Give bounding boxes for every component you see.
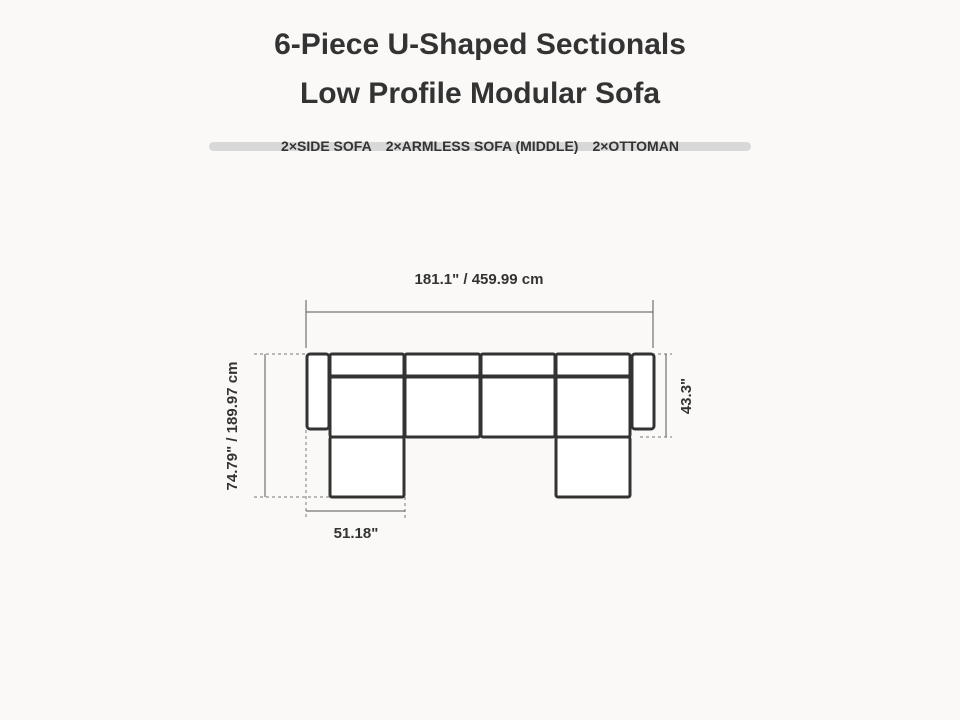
seat-side-sofa-right: [556, 377, 630, 437]
right-arm: [632, 354, 654, 429]
sofa-depth-label: 43.3": [678, 377, 695, 415]
component-armless-sofa: 2×ARMLESS SOFA (MIDDLE): [385, 138, 579, 154]
seat-armless-sofa-1: [405, 377, 480, 437]
width-dim-label: 181.1" / 459.99 cm: [414, 271, 544, 288]
ottoman-dim-label: 51.18": [333, 525, 379, 542]
sofa-layout: [307, 354, 654, 497]
back-cushion-2: [405, 354, 480, 376]
left-arm: [307, 354, 329, 429]
component-ottoman: 2×OTTOMAN: [592, 138, 679, 154]
component-side-sofa: 2×SIDE SOFA: [281, 138, 372, 154]
ottoman-right: [556, 437, 630, 497]
width-dimension: [306, 271, 653, 348]
back-cushion-3: [481, 354, 555, 376]
depth-dim-label: 74.79" / 189.97 cm: [224, 361, 241, 491]
page-title-line-1: 6-Piece U-Shaped Sectionals: [274, 28, 686, 61]
seat-side-sofa-left: [330, 377, 404, 437]
back-cushion-4: [556, 354, 630, 376]
page-title-line-2: Low Profile Modular Sofa: [299, 77, 660, 110]
ottoman-left: [330, 437, 404, 497]
back-cushion-1: [330, 354, 404, 376]
seat-armless-sofa-2: [481, 377, 555, 437]
